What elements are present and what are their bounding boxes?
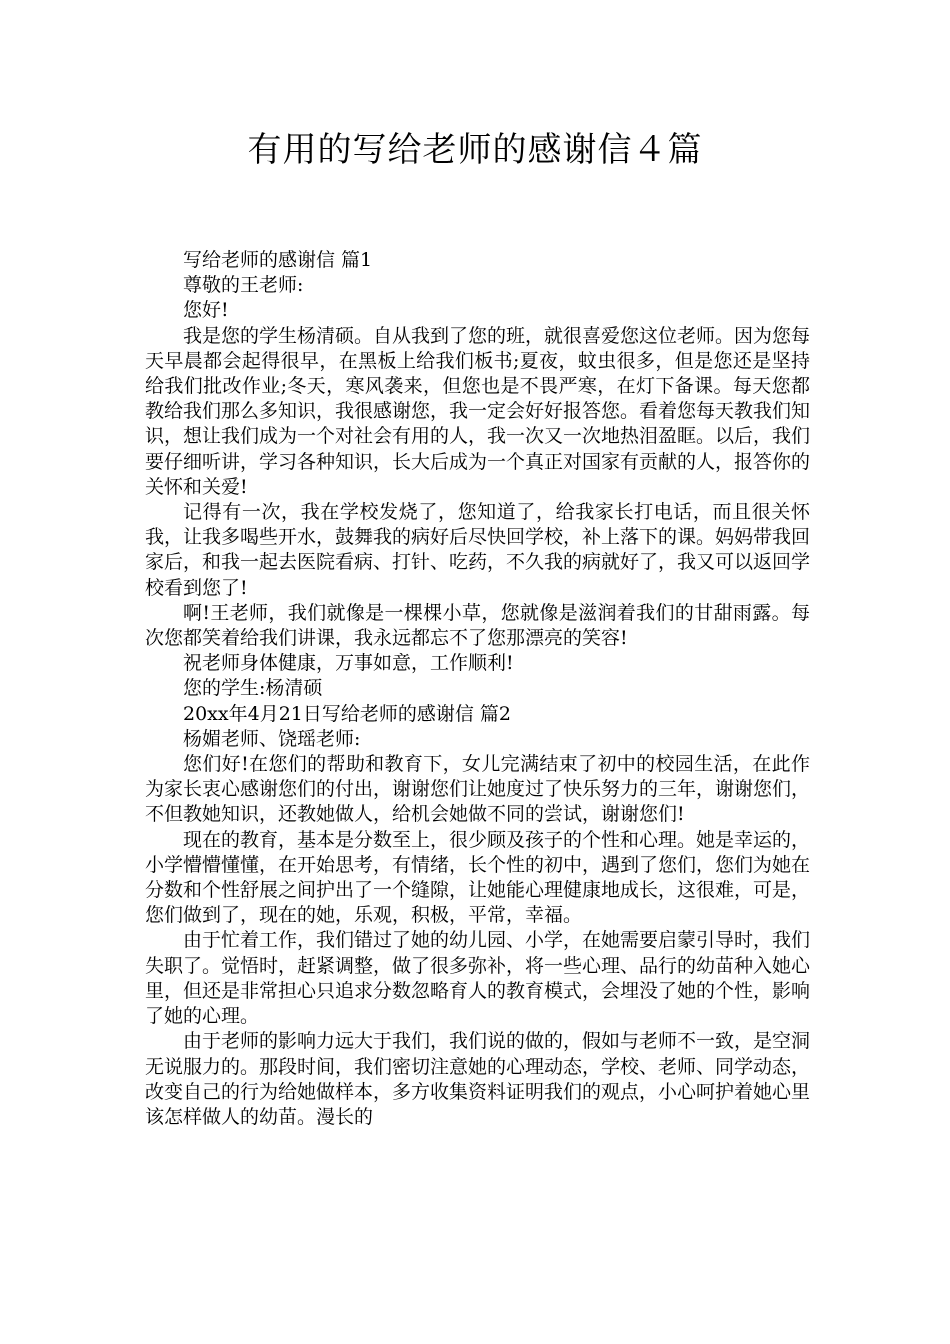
paragraph: 我是您的学生杨清硕。自从我到了您的班，就很喜爱您这位老师。因为您每天早晨都会起得很早，在黑板上给我们板书;夏夜，蚊虫很多，但是您还是坚持给我们批改作业;冬天，寒风袭来，但您也是不畏严寒，在灯下备课。每天您都教给我们那么多知识，我很感谢您，我一定会好好报答您。看着您每天教我们知识，想让我们成为一个对社会有用的人，我一次又一次地热泪盈眶。以后，我们要仔细听讲，学习各种知识，长大后成为一个真正对国家有贡献的人，报答你的关怀和关爱!	[145, 324, 811, 498]
document-title: 有用的写给老师的感谢信４篇	[247, 130, 703, 170]
paragraph: 由于老师的影响力远大于我们，我们说的做的，假如与老师不一致，是空洞无说服力的。那段时间，我们密切注意她的心理动态，学校、老师、同学动态，改变自己的行为给她做样本，多方收集资料证明我们的观点，小心呵护着她心里该怎样做人的幼苗。漫长的	[145, 1030, 811, 1128]
closing-wish: 祝老师身体健康，万事如意，工作顺利!	[183, 652, 514, 675]
signature: 您的学生:杨清硕	[183, 677, 323, 700]
paragraph: 由于忙着工作，我们错过了她的幼儿园、小学，在她需要启蒙引导时，我们失职了。觉悟时，赶紧调整，做了很多弥补，将一些心理、品行的幼苗种入她心里，但还是非常担心只追求分数忽略育人的教育模式，会埋没了她的个性，影响了她的心理。	[145, 929, 811, 1028]
section-heading-1: 写给老师的感谢信 篇1	[183, 249, 373, 271]
date-and-section-heading-2: 20xx年4月21日写给老师的感谢信 篇2	[183, 702, 512, 725]
paragraph: 现在的教育，基本是分数至上，很少顾及孩子的个性和心理。她是幸运的，小学懵懵懂懂，在开始思考，有情绪，长个性的初中，遇到了您们，您们为她在分数和个性舒展之间护出了一个缝隙，让她能心理健康地成长，这很难，可是，您们做到了，现在的她，乐观，积极，平常，幸福。	[145, 828, 811, 927]
paragraph: 您们好!在您们的帮助和教育下，女儿完满结束了初中的校园生活，在此作为家长衷心感谢您们的付出，谢谢您们让她度过了快乐努力的三年，谢谢您们，不但教她知识，还教她做人，给机会她做不同的尝试，谢谢您们!	[145, 753, 811, 826]
paragraph: 记得有一次，我在学校发烧了，您知道了，给我家长打电话，而且很关怀我，让我多喝些开水，鼓舞我的病好后尽快回学校，补上落下的课。妈妈带我回家后，和我一起去医院看病、打针、吃药，不久我的病就好了，我又可以返回学校看到您了!	[145, 501, 811, 599]
paragraph: 啊!王老师，我们就像是一棵棵小草，您就像是滋润着我们的甘甜雨露。每次您都笑着给我们讲课，我永远都忘不了您那漂亮的笑容!	[145, 601, 810, 650]
salutation: 尊敬的王老师:	[183, 274, 304, 297]
salutation: 杨媚老师、饶瑶老师:	[183, 727, 361, 750]
greeting: 您好!	[183, 299, 229, 322]
document-body	[145, 248, 810, 1130]
